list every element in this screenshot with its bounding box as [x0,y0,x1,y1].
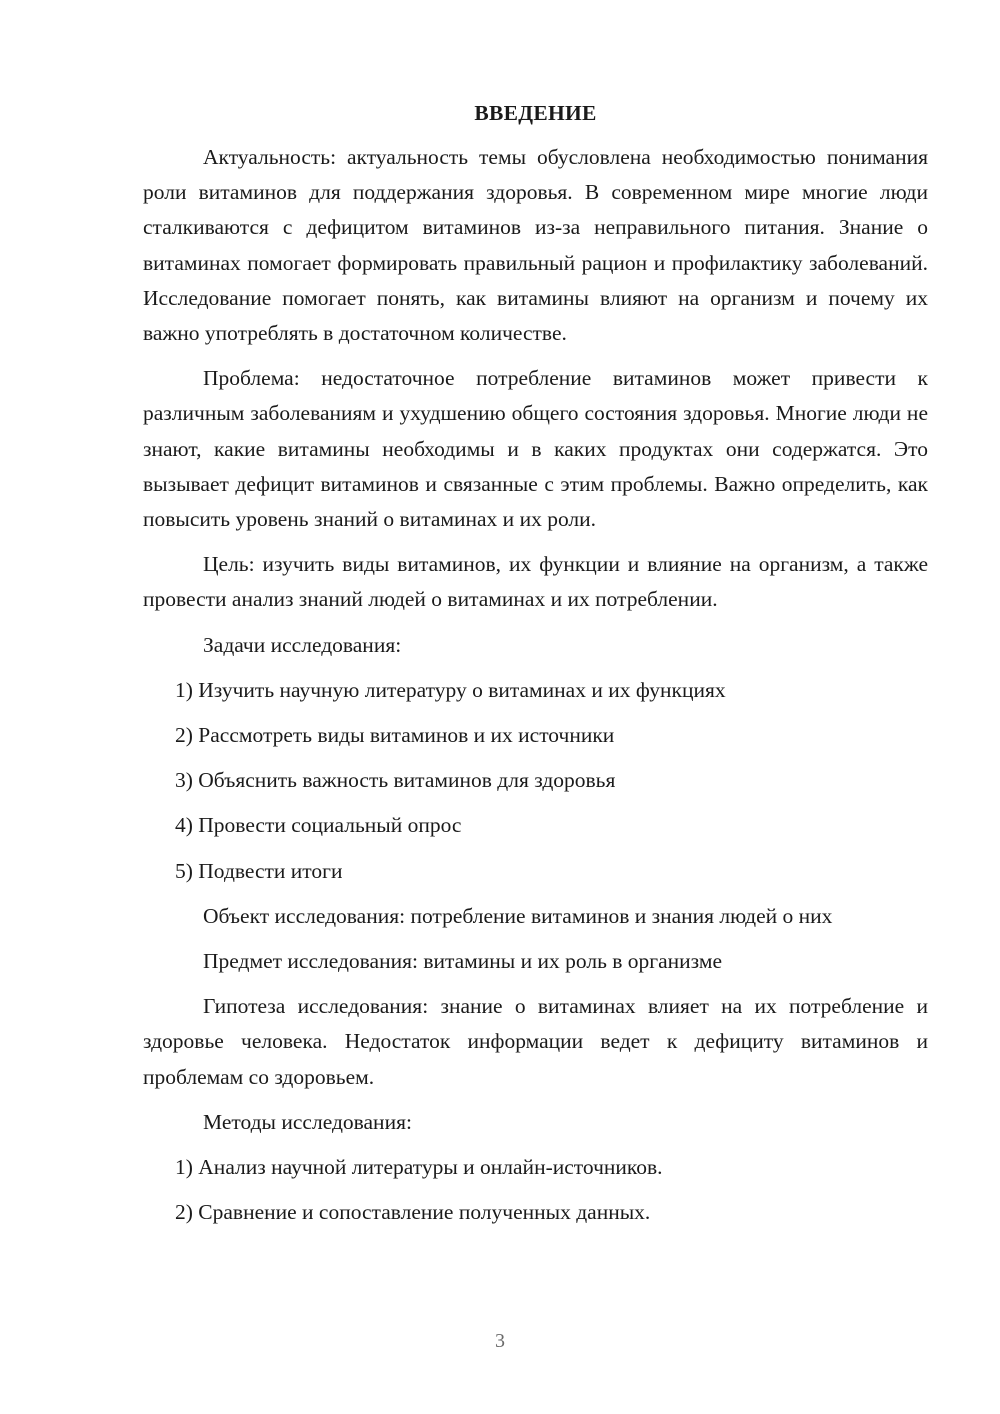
task-item: 2) Рассмотреть виды витаминов и их источники [175,723,615,748]
task-item: 4) Провести социальный опрос [175,813,462,838]
method-item: 2) Сравнение и сопоставление полученных данных. [175,1200,651,1225]
methods-title: Методы исследования: [203,1109,412,1134]
task-item: 5) Подвести итоги [175,858,343,883]
page-number: 3 [495,1330,505,1352]
object-line: Объект исследования: потребление витаминов и знания людей о них [203,903,833,928]
method-item: 1) Анализ научной литературы и онлайн-источников. [175,1155,663,1180]
page-title: ВВЕДЕНИЕ [474,101,597,125]
problem-paragraph: Проблема: недостаточное потребление витаминов может привести к различным заболеваниям и ухудшению общего состояния здоровья. Многие люди не знают, какие витамины необходимы и в каких продуктах они содержатся. Это вызывает дефицит витаминов и связанные с этим проблемы. Важно определить, как повысить уровень знаний о витаминах и их роли. [143,366,928,532]
hypothesis-paragraph: Гипотеза исследования: знание о витаминах влияет на их потребление и здоровье человека. Недостаток информации ведет к дефициту витаминов и проблемам со здоровьем. [143,994,928,1089]
relevance-paragraph: Актуальность: актуальность темы обусловлена необходимостью понимания роли витаминов для поддержания здоровья. В современном мире многие люди сталкиваются с дефицитом витаминов из-за неправильного питания. Знание о витаминах помогает формировать правильный рацион и профилактику заболеваний. Исследование помогает понять, как витамины влияют на организм и почему их важно употреблять в достаточном количестве. [143,145,928,346]
goal-paragraph: Цель: изучить виды витаминов, их функции и влияние на организм, а также провести анализ знаний людей о витаминах и их потреблении. [143,552,928,612]
page-content [143,96,928,1240]
subject-line: Предмет исследования: витамины и их роль в организме [203,949,722,974]
task-item: 3) Объяснить важность витаминов для здоровья [175,768,616,793]
tasks-title: Задачи исследования: [203,632,402,657]
task-item: 1) Изучить научную литературу о витаминах и их функциях [175,677,726,702]
